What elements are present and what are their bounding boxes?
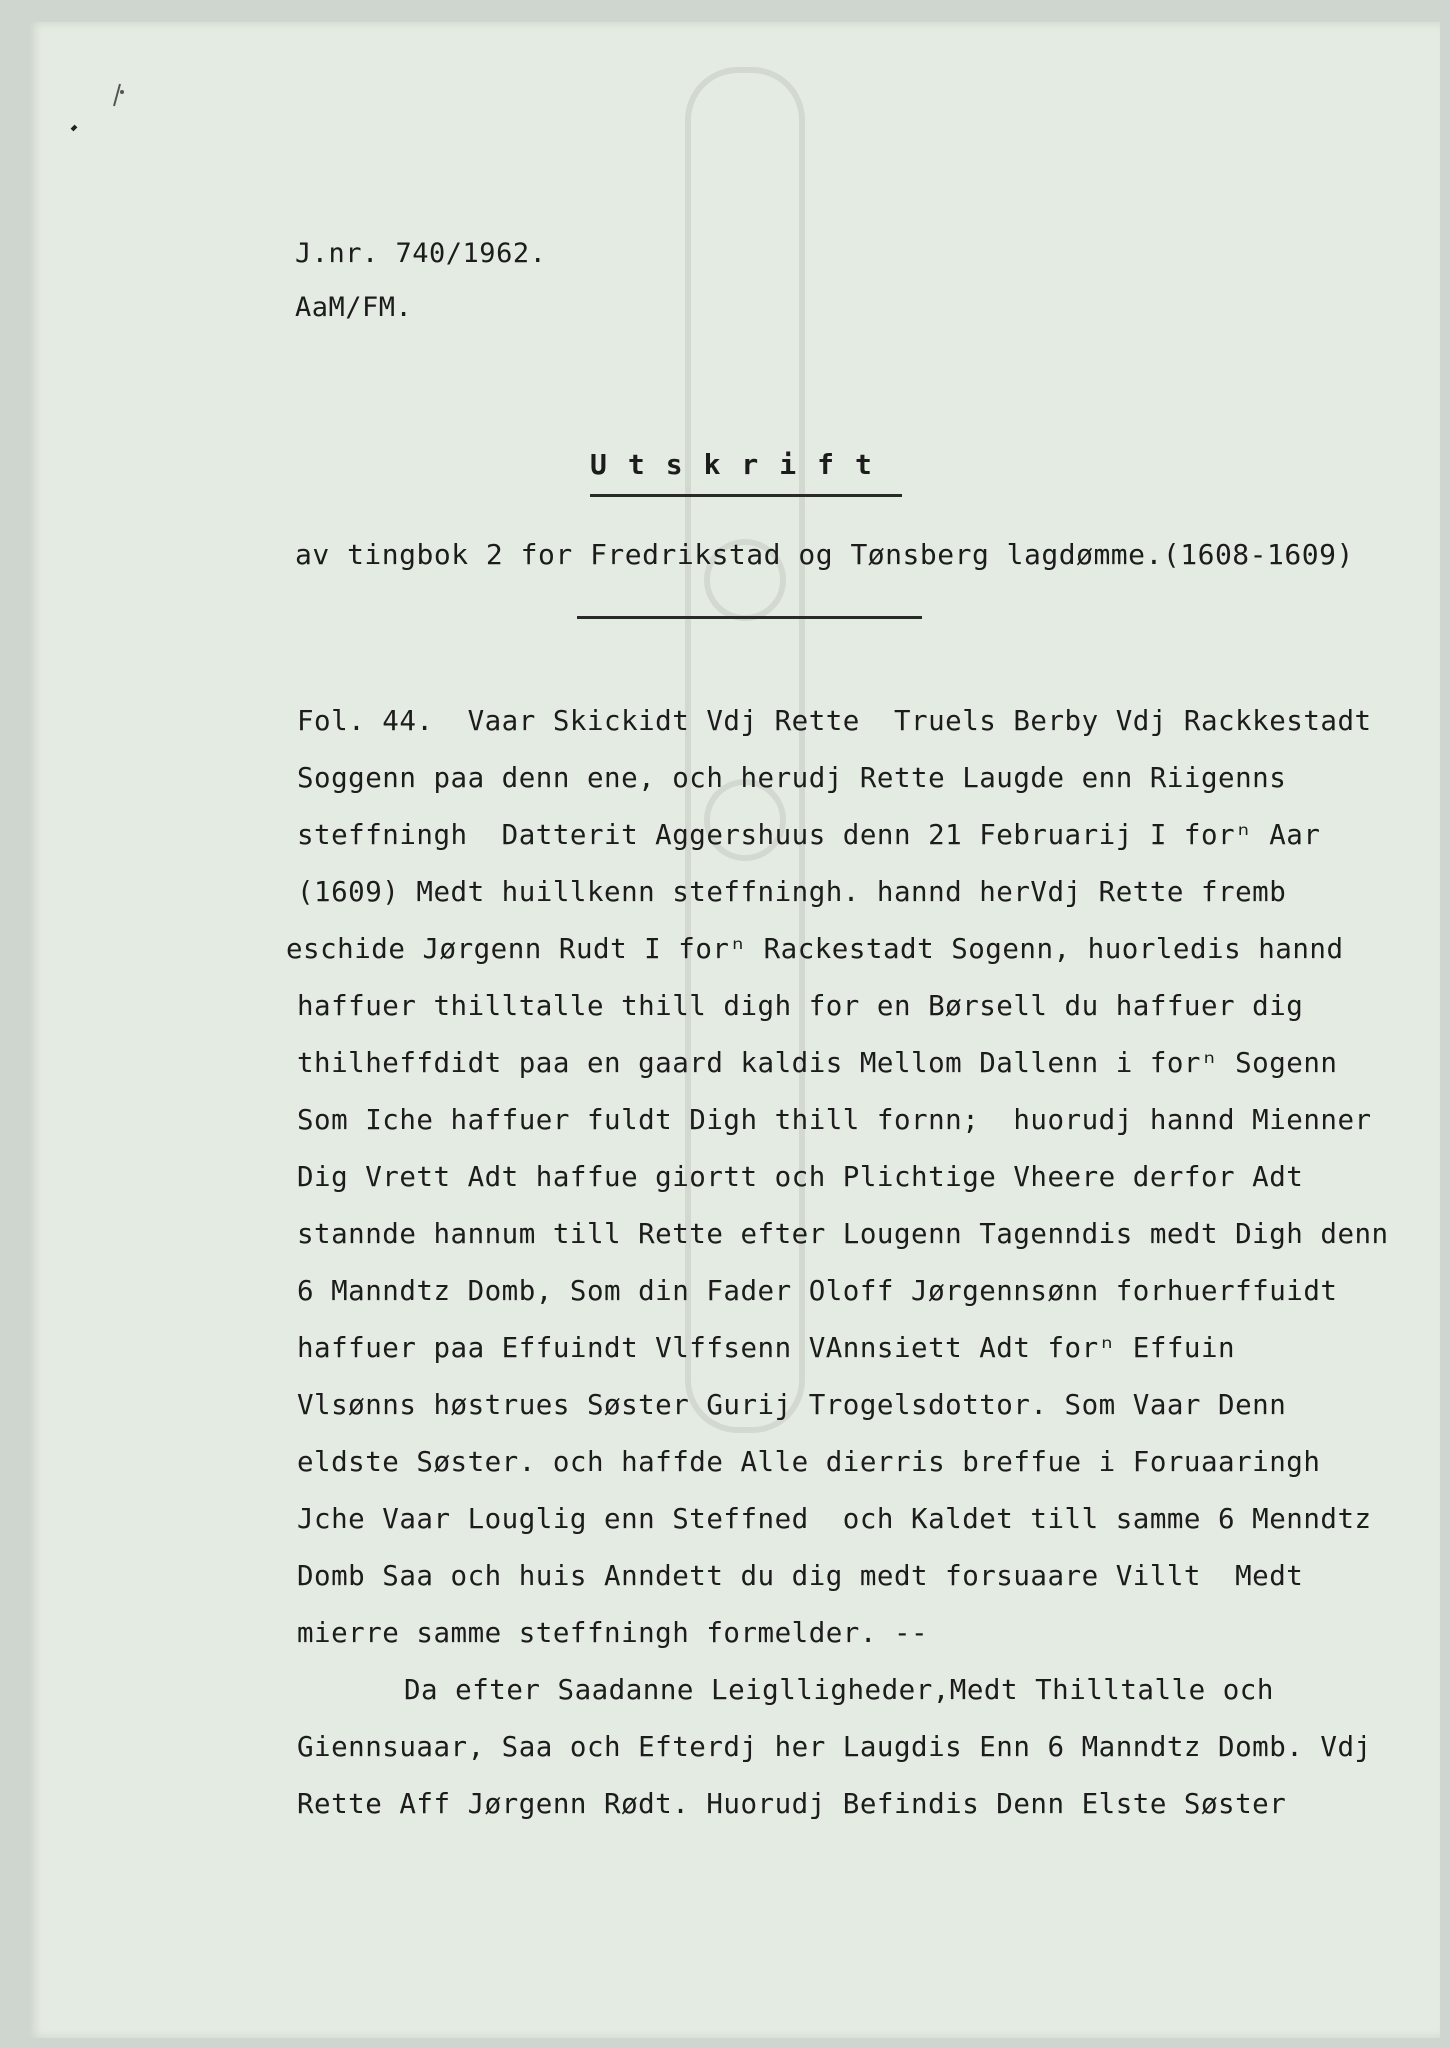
body-line: 6 Manndtz Domb, Som din Fader Oloff Jørgennsønn forhuerffuidt [297,1275,1338,1307]
paragraph-line: Da efter Saadanne Leiglligheder,Medt Thilltalle och [404,1674,1274,1706]
body-line: mierre samme steffningh formelder. -- [297,1617,929,1649]
body-line: Domb Saa och huis Anndett du dig medt forsuaare Villt Medt [297,1560,1304,1592]
body-line: haffuer thilltalle thill digh for en Børsell du haffuer dig [297,990,1304,1022]
pencil-mark-icon [62,78,132,148]
body-line: Vlsønns høstrues Søster Gurij Trogelsdottor. Som Vaar Denn [297,1389,1287,1421]
page-title: Utskrift [590,448,893,481]
body-line: Soggenn paa denn ene, och herudj Rette Laugde enn Riigenns [297,762,1287,794]
body-line: thilheffdidt paa en gaard kaldis Mellom Dallenn i forⁿ Sogenn [297,1047,1338,1079]
body-line: Dig Vrett Adt haffue giortt och Plichtige Vheere derfor Adt [297,1161,1304,1193]
body-line: steffningh Datterit Aggershuus denn 21 Februarij I forⁿ Aar [297,819,1321,851]
section-divider [577,616,922,619]
body-line: Som Iche haffuer fuldt Digh thill fornn; huorudj hannd Mienner [297,1104,1372,1136]
paragraph-line: Giennsuaar, Saa och Efterdj her Laugdis Enn 6 Manndtz Domb. Vdj [297,1731,1372,1763]
body-line: eschide Jørgenn Rudt I forⁿ Rackestadt Sogenn, huorledis hannd [286,933,1344,965]
paragraph-line: Rette Aff Jørgenn Rødt. Huorudj Befindis Denn Elste Søster [297,1788,1287,1820]
journal-number: J.nr. 740/1962. [295,238,547,269]
body-line: stannde hannum till Rette efter Lougenn Tagenndis medt Digh denn [297,1218,1389,1250]
body-line: Fol. 44. Vaar Skickidt Vdj Rette Truels Berby Vdj Rackkestadt [297,705,1372,737]
body-line: (1609) Medt huillkenn steffningh. hannd herVdj Rette fremb [297,876,1287,908]
title-underline [590,494,902,497]
body-line: Jche Vaar Louglig enn Steffned och Kaldet till samme 6 Menndtz [297,1503,1372,1535]
body-line: eldste Søster. och haffde Alle dierris breffue i Foruaaringh [297,1446,1321,1478]
subtitle: av tingbok 2 for Fredrikstad og Tønsberg lagdømme.(1608-1609) [295,538,1354,571]
initials: AaM/FM. [295,292,413,323]
body-line: haffuer paa Effuindt Vlffsenn VAnnsiett Adt forⁿ Effuin [297,1332,1236,1364]
